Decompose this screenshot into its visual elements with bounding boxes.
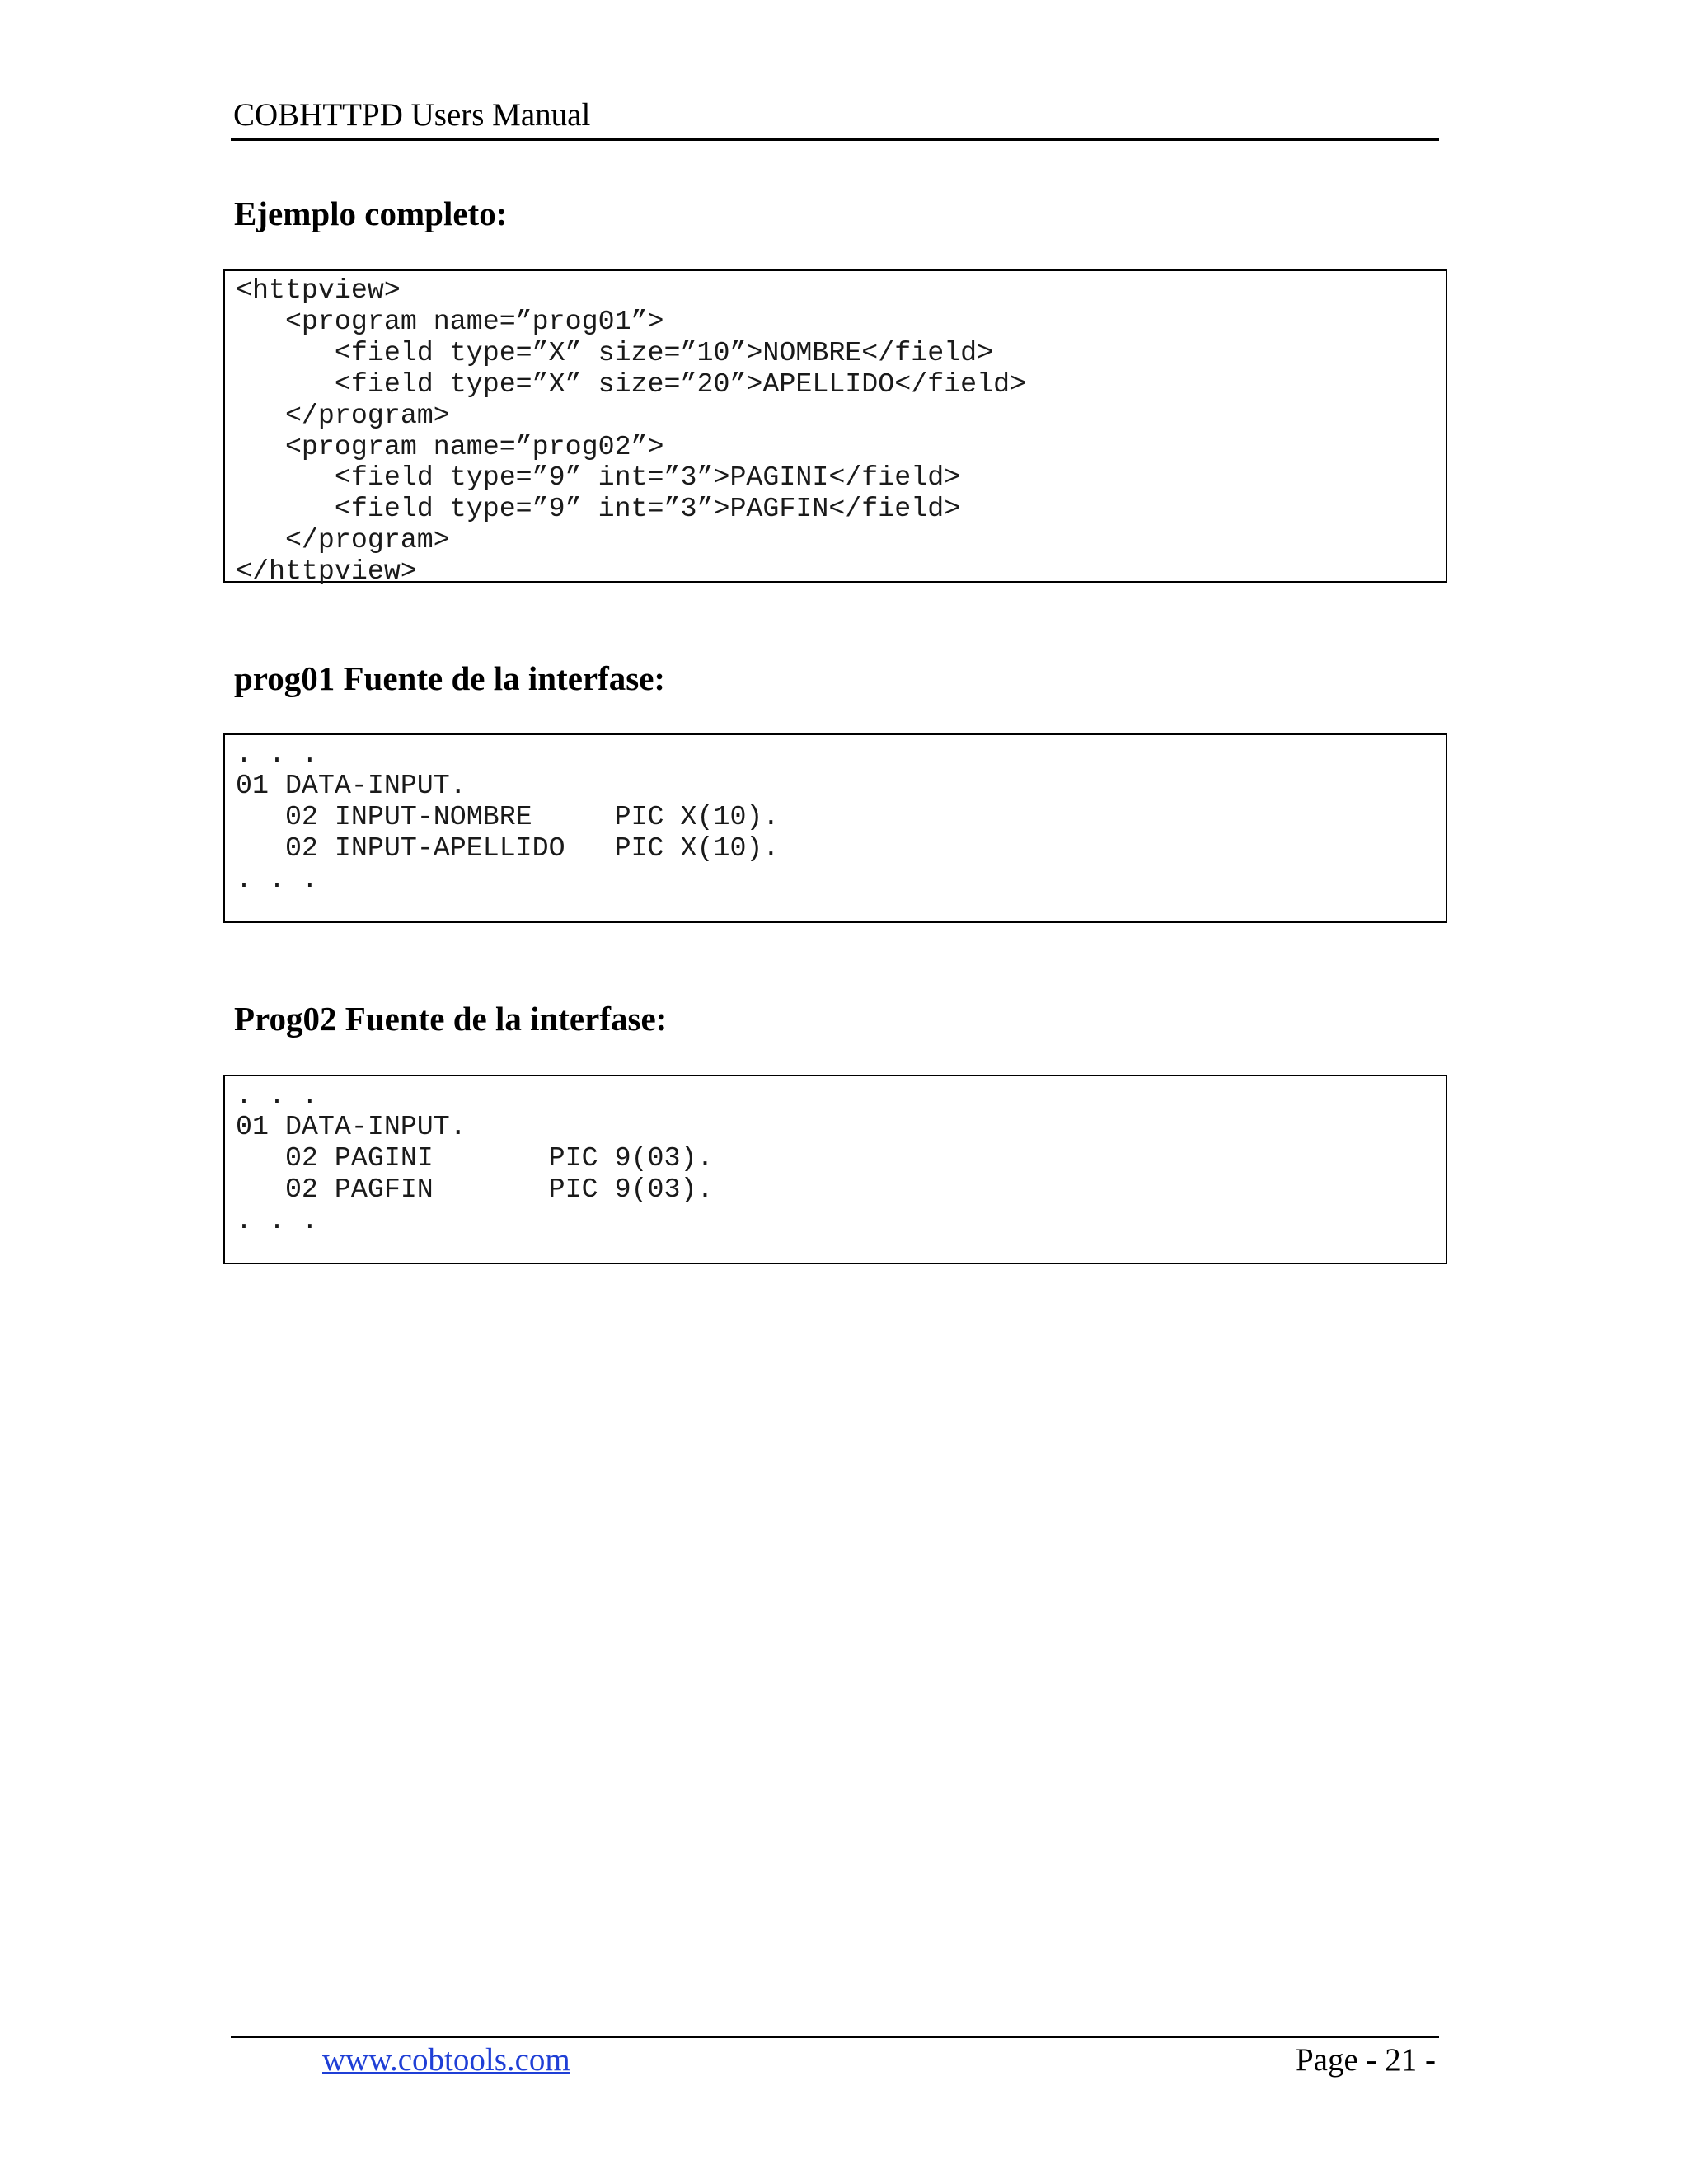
code-block-prog02 xyxy=(223,1075,1447,1264)
website-link[interactable]: www.cobtools.com xyxy=(322,2042,570,2078)
code-line: 02 INPUT-APELLIDO PIC X(10). xyxy=(236,832,780,864)
section-heading-prog01: prog01 Fuente de la interfase: xyxy=(234,659,666,697)
manual-title: COBHTTPD Users Manual xyxy=(233,97,591,133)
code-block-prog01 xyxy=(223,733,1447,923)
code-line: </program> xyxy=(236,524,450,556)
code-line: . . . xyxy=(236,1204,318,1236)
code-line: <field type=”X” size=”20”>APELLIDO</field> xyxy=(236,368,1027,400)
code-line: . . . xyxy=(236,1080,318,1111)
code-line: 01 DATA-INPUT. xyxy=(236,769,467,801)
code-line: 02 INPUT-NOMBRE PIC X(10). xyxy=(236,800,780,832)
page-footer xyxy=(231,2036,1439,2104)
section-heading-ejemplo-completo: Ejemplo completo: xyxy=(234,194,508,232)
code-line: . . . xyxy=(236,738,318,770)
section-heading-prog02: Prog02 Fuente de la interfase: xyxy=(234,1000,668,1038)
code-line: </httpview> xyxy=(236,555,417,588)
code-line: <httpview> xyxy=(236,274,401,306)
code-line: <field type=”9” int=”3”>PAGFIN</field> xyxy=(236,493,961,525)
code-line: <field type=”X” size=”10”>NOMBRE</field> xyxy=(236,336,994,368)
code-line: </program> xyxy=(236,399,450,431)
code-line: . . . xyxy=(236,863,318,895)
code-line: 02 PAGINI PIC 9(03). xyxy=(236,1141,714,1174)
code-line: <field type=”9” int=”3”>PAGINI</field> xyxy=(236,462,961,494)
code-line: 02 PAGFIN PIC 9(03). xyxy=(236,1173,714,1205)
code-line: <program name=”prog01”> xyxy=(236,305,664,337)
page-header xyxy=(231,93,1439,141)
code-line: <program name=”prog02”> xyxy=(236,430,664,462)
page-number: Page - 21 - xyxy=(1295,2042,1436,2078)
code-block-httpview xyxy=(223,269,1447,588)
code-line: 01 DATA-INPUT. xyxy=(236,1110,467,1142)
